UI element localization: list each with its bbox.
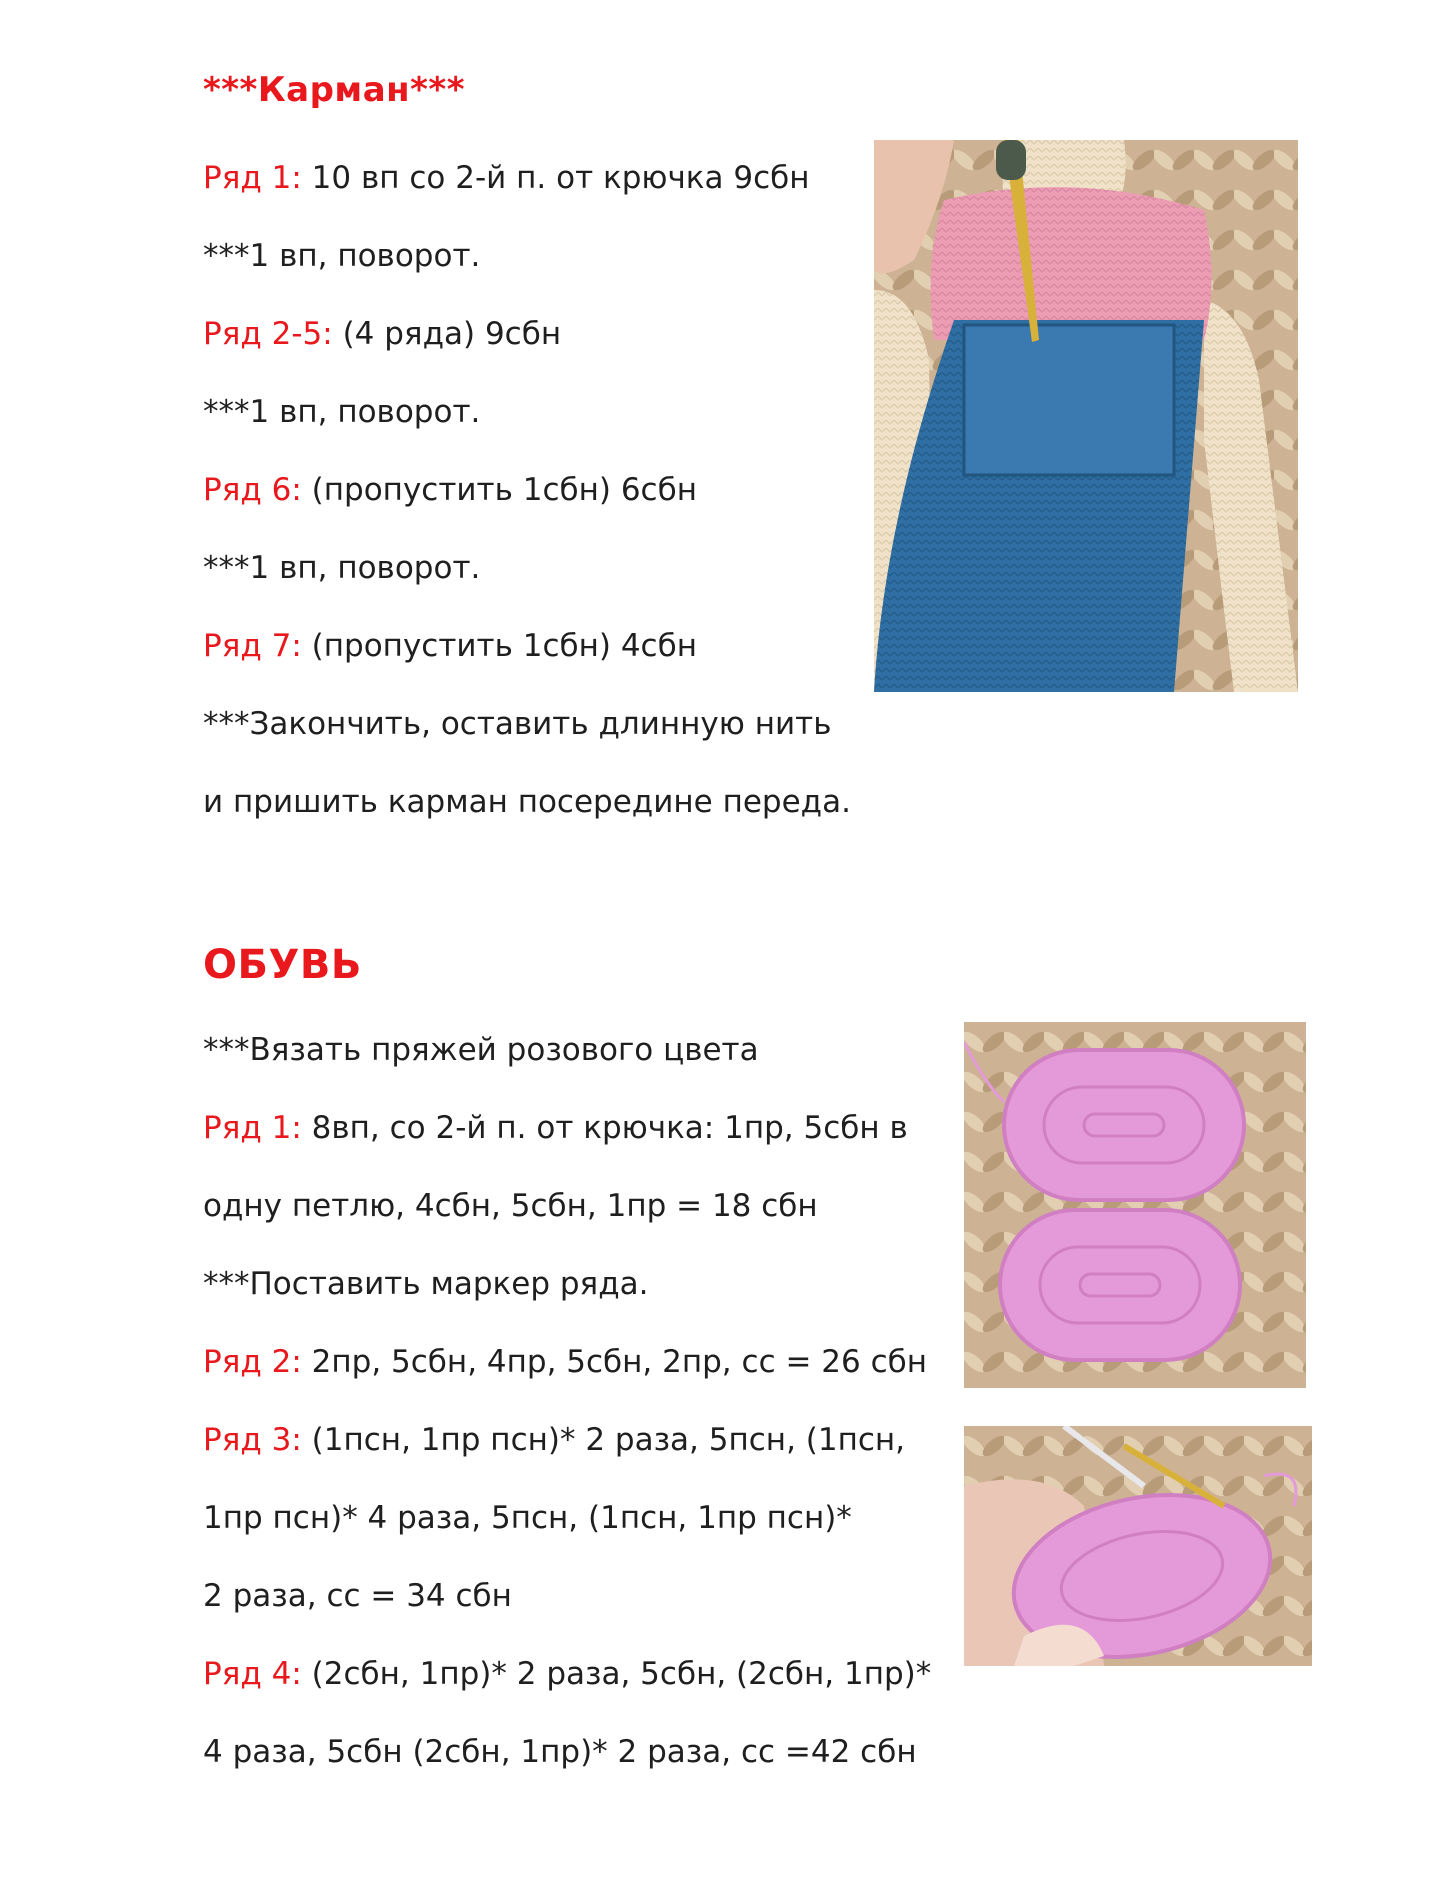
doll-overalls-image xyxy=(874,140,1298,692)
row-label: Ряд 4: xyxy=(203,1656,302,1692)
shoes-row xyxy=(203,1420,905,1460)
pocket-row xyxy=(203,236,480,276)
pocket-title: ***Карман*** xyxy=(203,70,465,110)
row-text: 2пр, 5сбн, 4пр, 5сбн, 2пр, сс = 26 сбн xyxy=(301,1344,928,1380)
row-label: Ряд 7: xyxy=(203,628,302,664)
pocket-row xyxy=(203,626,697,666)
row-label: Ряд 1: xyxy=(203,1110,302,1146)
row-text: (пропустить 1сбн) 4сбн xyxy=(301,628,697,664)
soles-photo xyxy=(964,1022,1306,1388)
crochet-sole-photo xyxy=(964,1426,1312,1666)
pocket-row xyxy=(203,314,561,354)
shoes-row xyxy=(203,1030,759,1070)
row-text: ***1 вп, поворот. xyxy=(203,550,481,586)
shoes-row xyxy=(203,1186,818,1226)
row-text: ***Закончить, оставить длинную нить xyxy=(203,706,832,742)
row-text: 8вп, со 2-й п. от крючка: 1пр, 5сбн в xyxy=(301,1110,908,1146)
shoes-row xyxy=(203,1342,927,1382)
shoes-row xyxy=(203,1732,917,1772)
pink-soles-image xyxy=(964,1022,1306,1388)
row-label: Ряд 3: xyxy=(203,1422,302,1458)
shoes-row xyxy=(203,1576,512,1616)
row-text: 10 вп со 2-й п. от крючка 9сбн xyxy=(301,160,810,196)
row-label: Ряд 2-5: xyxy=(203,316,333,352)
shoes-row xyxy=(203,1108,908,1148)
pocket-photo xyxy=(874,140,1298,692)
row-text: 2 раза, сс = 34 сбн xyxy=(203,1578,512,1614)
shoes-title: ОБУВЬ xyxy=(203,942,362,988)
row-text: (4 ряда) 9сбн xyxy=(332,316,562,352)
row-text: 1пр псн)* 4 раза, 5псн, (1псн, 1пр псн)* xyxy=(203,1500,852,1536)
row-text: одну петлю, 4сбн, 5сбн, 1пр = 18 сбн xyxy=(203,1188,818,1224)
row-text: ***1 вп, поворот. xyxy=(203,394,481,430)
pocket-row xyxy=(203,548,480,588)
row-label: Ряд 1: xyxy=(203,160,302,196)
row-text: (2сбн, 1пр)* 2 раза, 5сбн, (2сбн, 1пр)* xyxy=(301,1656,932,1692)
shoes-row xyxy=(203,1498,852,1538)
shoes-row xyxy=(203,1654,931,1694)
row-text: ***Поставить маркер ряда. xyxy=(203,1266,649,1302)
pocket-row xyxy=(203,470,697,510)
row-text: ***Вязать пряжей розового цвета xyxy=(203,1032,759,1068)
row-text: (1псн, 1пр псн)* 2 раза, 5псн, (1псн, xyxy=(301,1422,906,1458)
row-text: (пропустить 1сбн) 6сбн xyxy=(301,472,697,508)
row-label: Ряд 2: xyxy=(203,1344,302,1380)
row-text: и пришить карман посередине переда. xyxy=(203,784,851,820)
crocheting-sole-image xyxy=(964,1426,1312,1666)
pocket-row xyxy=(203,392,480,432)
pocket-row xyxy=(203,704,831,744)
row-label: Ряд 6: xyxy=(203,472,302,508)
pocket-row xyxy=(203,782,851,822)
row-text: ***1 вп, поворот. xyxy=(203,238,481,274)
pocket-row xyxy=(203,158,810,198)
row-text: 4 раза, 5сбн (2сбн, 1пр)* 2 раза, сс =42 сбн xyxy=(203,1734,917,1770)
shoes-row xyxy=(203,1264,648,1304)
